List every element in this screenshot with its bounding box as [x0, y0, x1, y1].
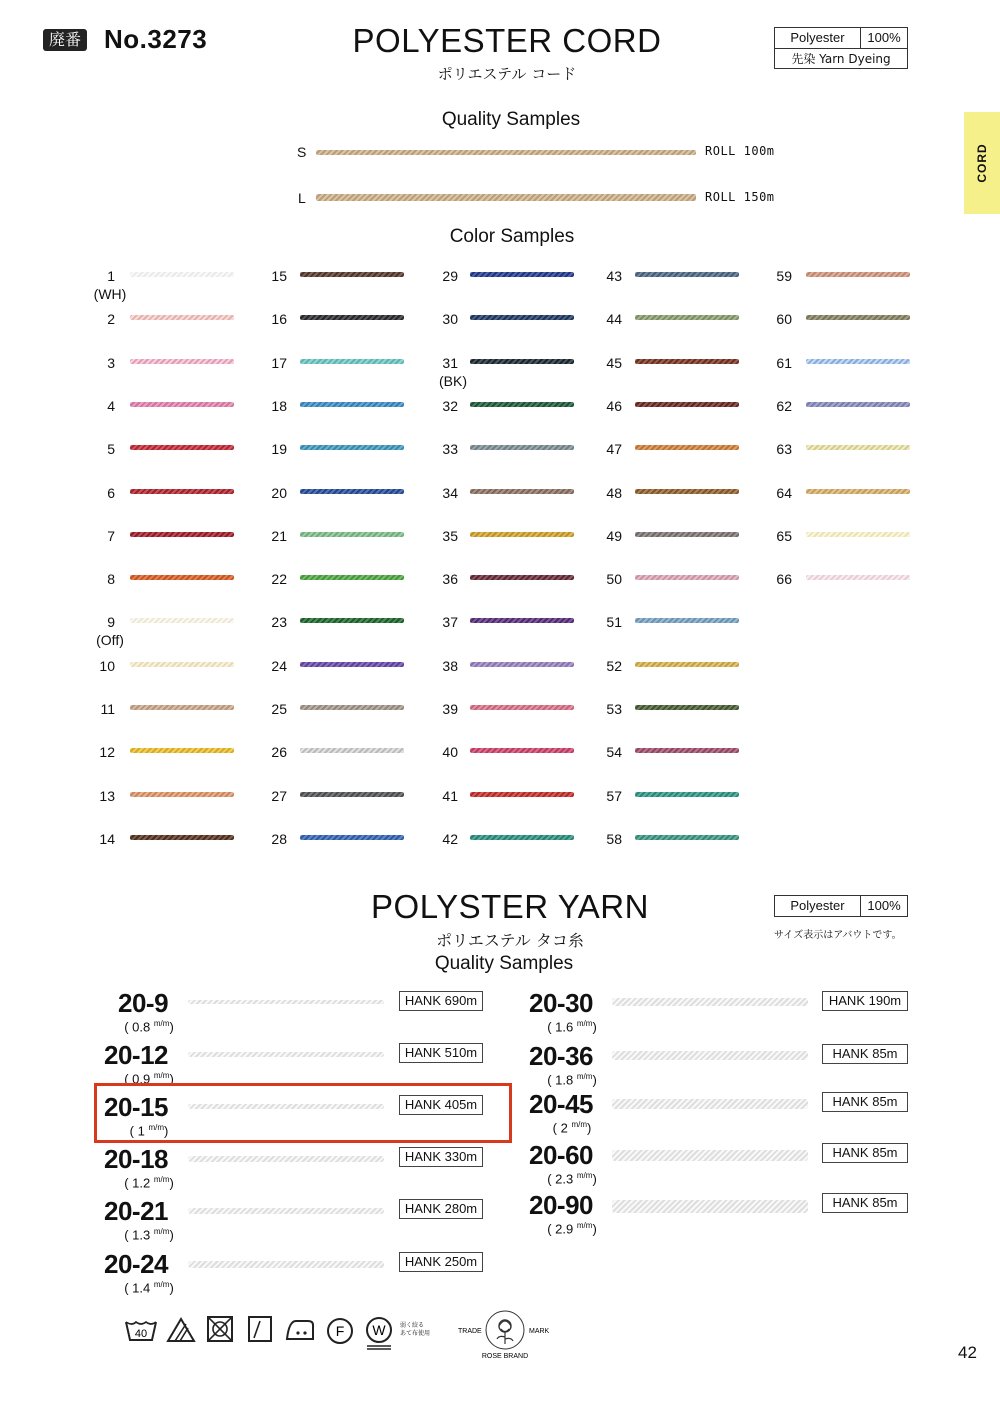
swatch-number: 57: [606, 787, 622, 804]
swatch-number: 41: [442, 787, 458, 804]
hank-length: HANK 405m: [399, 1095, 483, 1115]
swatch-number: 34: [442, 484, 458, 501]
rose-brand-logo: [458, 1304, 552, 1362]
color-cord-swatch: [806, 575, 910, 580]
yarn-code: 20-24: [104, 1249, 168, 1279]
color-cord-swatch: [130, 705, 234, 710]
wash-40-icon: [124, 1316, 154, 1344]
quality-cord-s: [316, 150, 696, 155]
swatch-number: 25: [271, 701, 287, 717]
swatch-number: 59: [776, 268, 792, 284]
quality-roll-l: ROLL 150m: [705, 190, 775, 204]
yarn-diameter-value: 0.8: [132, 1019, 151, 1035]
color-cord-swatch: [806, 445, 910, 450]
yarn-spec-material: Polyester: [775, 896, 861, 916]
color-cord-swatch: [130, 662, 234, 667]
wring-note: 弱く絞る あて布使用: [400, 1322, 431, 1337]
swatch-number: 29: [442, 268, 458, 284]
hank-length: HANK 190m: [822, 991, 908, 1011]
yarn-diameter-unit: m/m: [576, 1221, 593, 1230]
hank-length: HANK 510m: [399, 1043, 483, 1063]
hank-length: HANK 85m: [822, 1193, 908, 1213]
color-cord-swatch: [130, 315, 234, 320]
color-cord-swatch: [130, 792, 234, 797]
color-cord-swatch: [470, 532, 574, 537]
swatch-number: 21: [271, 527, 287, 544]
color-cord-swatch: [130, 402, 234, 407]
wet-clean-w-icon: [364, 1316, 394, 1344]
color-cord-swatch: [470, 489, 574, 494]
yarn-diameter-unit: m/m: [576, 1072, 593, 1081]
yarn-diameter-unit: m/m: [153, 1175, 170, 1184]
color-cord-swatch: [470, 618, 574, 623]
yarn-diameter-value: 2.9: [555, 1221, 574, 1237]
color-cord-swatch: [635, 359, 739, 364]
swatch-number: 12: [99, 744, 115, 761]
swatch-number: 62: [776, 397, 792, 414]
color-cord-swatch: [470, 835, 574, 840]
side-tab-cord: [964, 112, 1000, 214]
yarn-subtitle: ポリエステル タコ糸: [436, 931, 584, 950]
color-cord-swatch: [130, 575, 234, 580]
yarn-diameter-unit: m/m: [576, 1019, 593, 1028]
swatch-number: 28: [271, 830, 287, 847]
svg-text:F: F: [335, 1323, 345, 1339]
yarn-sample-line: [188, 1156, 384, 1162]
color-cord-swatch: [635, 532, 739, 537]
color-cord-swatch: [470, 402, 574, 407]
color-cord-swatch: [300, 748, 404, 753]
swatch-number: 32: [442, 397, 458, 414]
color-cord-swatch: [470, 662, 574, 667]
swatch-sublabel: (BK): [439, 372, 467, 389]
yarn-diameter: ( 1.4 $^{m/m}$): [124, 1280, 174, 1296]
yarn-diameter-unit: m/m: [571, 1120, 588, 1129]
color-cord-swatch: [470, 705, 574, 710]
swatch-number: 33: [442, 441, 458, 458]
yarn-sample-line: [188, 1052, 384, 1057]
yarn-code: 20-60: [529, 1140, 593, 1170]
swatch-number: 24: [271, 657, 287, 674]
yarn-diameter-value: 1: [137, 1123, 145, 1139]
swatch-number: 27: [271, 787, 287, 804]
color-cord-swatch: [806, 402, 910, 407]
yarn-diameter: ( 1.3 $^{m/m}$): [124, 1227, 174, 1243]
quality-label-s: S: [297, 144, 307, 160]
color-cord-swatch: [300, 272, 404, 277]
swatch-number: 23: [271, 614, 287, 631]
yarn-diameter-value: 1.3: [132, 1227, 151, 1243]
swatch-number: 48: [606, 484, 622, 501]
swatch-number: 54: [606, 744, 622, 761]
yarn-sample-line: [188, 1208, 384, 1214]
yarn-diameter-unit: m/m: [153, 1227, 170, 1236]
yarn-diameter-value: 1.2: [132, 1175, 151, 1191]
yarn-title: POLYSTER YARN: [371, 888, 649, 925]
swatch-number: 50: [606, 571, 622, 588]
color-cord-swatch: [130, 835, 234, 840]
yarn-sample-line: [612, 1200, 808, 1213]
swatch-number: 42: [442, 830, 458, 847]
color-cord-swatch: [300, 359, 404, 364]
dry-clean-f-icon: [325, 1316, 355, 1344]
swatch-number: 63: [776, 441, 792, 458]
color-cord-swatch: [300, 575, 404, 580]
swatch-number: 22: [271, 571, 287, 588]
page-number: 42: [958, 1343, 977, 1362]
yarn-diameter: ( 1.8 $^{m/m}$): [547, 1072, 597, 1088]
swatch-number: 3: [107, 354, 115, 371]
swatch-number: 61: [776, 354, 792, 371]
yarn-diameter: ( 2 $^{m/m}$): [552, 1120, 592, 1136]
yarn-diameter-value: 0.9: [132, 1071, 151, 1087]
swatch-number: 7: [107, 527, 115, 544]
hank-length: HANK 330m: [399, 1147, 483, 1167]
swatch-number: 5: [107, 441, 115, 458]
yarn-code: 20-30: [529, 988, 593, 1018]
yarn-code: 20-18: [104, 1144, 168, 1174]
iron-icon: [284, 1316, 314, 1344]
cord-subtitle: ポリエステル コード: [437, 65, 577, 83]
product-number: No.3273: [104, 24, 208, 54]
yarn-sample-line: [612, 1051, 808, 1060]
swatch-number: 64: [776, 484, 792, 501]
color-cord-swatch: [635, 272, 739, 277]
swatch-number: 18: [271, 397, 287, 414]
yarn-diameter-unit: m/m: [153, 1019, 170, 1028]
yarn-code: 20-12: [104, 1040, 168, 1070]
hank-length: HANK 280m: [399, 1199, 483, 1219]
yarn-sample-line: [612, 1150, 808, 1161]
color-cord-swatch: [300, 315, 404, 320]
quality-label-l: L: [298, 190, 306, 206]
swatch-number: 45: [606, 354, 622, 371]
quality-cord-l: [316, 194, 696, 201]
swatch-number: 13: [99, 787, 115, 804]
swatch-number: 2: [107, 311, 115, 328]
color-cord-swatch: [300, 618, 404, 623]
logo-text-brand: ROSE BRAND: [481, 1353, 529, 1360]
yarn-spec-box: [774, 895, 908, 917]
swatch-number: 51: [606, 614, 622, 631]
color-cord-swatch: [806, 315, 910, 320]
swatch-number: 17: [271, 354, 287, 371]
color-cord-swatch: [470, 792, 574, 797]
svg-text:W: W: [372, 1322, 386, 1338]
color-cord-swatch: [130, 532, 234, 537]
swatch-number: 19: [271, 441, 287, 458]
color-cord-swatch: [300, 489, 404, 494]
color-cord-swatch: [470, 315, 574, 320]
swatch-number: 46: [606, 397, 622, 414]
color-cord-swatch: [635, 315, 739, 320]
wash-temp: 40: [134, 1328, 148, 1340]
color-cord-swatch: [470, 272, 574, 277]
yarn-sample-line: [612, 1099, 808, 1109]
yarn-diameter-unit: m/m: [153, 1071, 170, 1080]
color-cord-swatch: [130, 359, 234, 364]
swatch-number: 15: [271, 268, 287, 284]
color-heading: Color Samples: [449, 226, 575, 247]
selected-item-highlight: [94, 1083, 512, 1143]
yarn-diameter-unit: m/m: [153, 1280, 170, 1289]
color-cord-swatch: [635, 402, 739, 407]
swatch-number: 37: [442, 614, 458, 631]
bleach-icon: [166, 1316, 196, 1344]
color-cord-swatch: [300, 532, 404, 537]
spec-dyeing: 先染 Yarn Dyeing: [791, 52, 891, 66]
quality-heading: Quality Samples: [441, 109, 581, 130]
color-cord-swatch: [300, 662, 404, 667]
color-cord-swatch: [635, 489, 739, 494]
swatch-number: 10: [99, 657, 115, 674]
swatch-sublabel: (Off): [96, 632, 124, 649]
color-cord-swatch: [635, 835, 739, 840]
spec-percent: 100%: [867, 30, 901, 45]
yarn-diameter: ( 0.9 $^{m/m}$): [124, 1071, 174, 1087]
yarn-code: 20-45: [529, 1089, 593, 1119]
swatch-number: 35: [442, 527, 458, 544]
swatch-number: 39: [442, 701, 458, 717]
color-cord-swatch: [635, 705, 739, 710]
yarn-code: 20-90: [529, 1190, 593, 1220]
swatch-number: 43: [606, 268, 622, 284]
yarn-code: 20-36: [529, 1041, 593, 1071]
logo-text-trade: TRADE: [458, 1328, 482, 1335]
yarn-diameter: ( 1.2 $^{m/m}$): [124, 1175, 174, 1191]
color-cord-swatch: [635, 662, 739, 667]
swatch-number: 1: [107, 268, 115, 284]
yarn-diameter: ( 2.9 $^{m/m}$): [547, 1221, 597, 1237]
color-cord-swatch: [470, 748, 574, 753]
hank-length: HANK 85m: [822, 1044, 908, 1064]
yarn-diameter-value: 1.4: [132, 1280, 151, 1296]
swatch-number: 11: [100, 701, 115, 717]
color-cord-swatch: [300, 705, 404, 710]
color-cord-swatch: [635, 575, 739, 580]
color-cord-swatch: [300, 835, 404, 840]
swatch-number: 52: [606, 657, 622, 674]
yarn-diameter: ( 1.6 $^{m/m}$): [547, 1019, 597, 1035]
color-cord-swatch: [470, 359, 574, 364]
yarn-quality-heading: Quality Samples: [434, 953, 574, 974]
color-cord-swatch: [300, 402, 404, 407]
hank-length: HANK 85m: [822, 1143, 908, 1163]
swatch-number: 16: [271, 311, 287, 328]
yarn-diameter-value: 2.3: [555, 1171, 574, 1187]
swatch-number: 6: [107, 484, 115, 501]
swatch-number: 30: [442, 311, 458, 328]
no-tumble-dry-icon: [207, 1316, 233, 1342]
swatch-number: 53: [606, 701, 622, 717]
yarn-sample-line: [188, 1261, 384, 1268]
yarn-sample-line: [612, 998, 808, 1006]
swatch-sublabel: (WH): [93, 286, 127, 302]
color-cord-swatch: [635, 792, 739, 797]
color-cord-swatch: [130, 272, 234, 277]
swatch-number: 49: [606, 527, 622, 544]
yarn-diameter-value: 1.8: [555, 1072, 574, 1088]
color-cord-swatch: [635, 618, 739, 623]
quality-roll-s: ROLL 100m: [705, 144, 775, 158]
discontinued-badge: 廃番: [43, 29, 87, 51]
cord-title: POLYESTER CORD: [352, 22, 662, 59]
color-cord-swatch: [130, 748, 234, 753]
yarn-diameter: ( 0.8 $^{m/m}$): [124, 1019, 174, 1035]
line-dry-icon: [248, 1316, 272, 1342]
color-cord-swatch: [806, 532, 910, 537]
color-cord-swatch: [300, 445, 404, 450]
swatch-number: 60: [776, 311, 792, 328]
swatch-number: 65: [776, 527, 792, 544]
yarn-diameter-unit: m/m: [148, 1123, 165, 1132]
color-cord-swatch: [806, 489, 910, 494]
yarn-code: 20-21: [104, 1196, 168, 1226]
logo-text-mark: MARK: [529, 1328, 550, 1335]
swatch-number: 58: [606, 830, 622, 847]
color-cord-swatch: [470, 445, 574, 450]
yarn-diameter-value: 1.6: [555, 1019, 574, 1035]
swatch-number: 31: [442, 354, 458, 371]
swatch-number: 38: [442, 657, 458, 674]
color-cord-swatch: [635, 748, 739, 753]
color-cord-swatch: [300, 792, 404, 797]
yarn-spec-percent: 100%: [867, 898, 901, 913]
swatch-number: 47: [606, 441, 622, 458]
yarn-diameter: ( 2.3 $^{m/m}$): [547, 1171, 597, 1187]
hank-length: HANK 85m: [822, 1092, 908, 1112]
color-cord-swatch: [130, 618, 234, 623]
color-cord-swatch: [806, 272, 910, 277]
swatch-number: 4: [107, 397, 115, 414]
yarn-sample-line: [188, 1000, 384, 1004]
color-cord-swatch: [635, 445, 739, 450]
swatch-number: 14: [99, 830, 115, 847]
swatch-number: 66: [776, 571, 792, 588]
color-cord-swatch: [130, 445, 234, 450]
hank-length: HANK 250m: [399, 1252, 483, 1272]
color-cord-swatch: [470, 575, 574, 580]
hank-length: HANK 690m: [399, 991, 483, 1011]
yarn-diameter-value: 2: [560, 1120, 568, 1136]
cord-spec-box: [774, 27, 908, 69]
color-cord-swatch: [130, 489, 234, 494]
size-note: サイズ表示はアバウトです。: [774, 930, 902, 941]
yarn-diameter-unit: m/m: [576, 1171, 593, 1180]
swatch-number: 8: [107, 571, 115, 588]
swatch-number: 9: [107, 614, 115, 631]
swatch-number: 26: [271, 744, 287, 761]
swatch-number: 36: [442, 571, 458, 588]
color-cord-swatch: [806, 359, 910, 364]
swatch-number: 44: [606, 311, 622, 328]
swatch-number: 40: [442, 744, 458, 761]
spec-material: Polyester: [775, 28, 861, 48]
yarn-code: 20-15: [104, 1092, 168, 1122]
side-tab-label: CORD: [975, 143, 989, 183]
swatch-number: 20: [271, 484, 287, 501]
yarn-code: 20-9: [118, 988, 169, 1018]
yarn-diameter: ( 1 $^{m/m}$): [129, 1123, 169, 1139]
